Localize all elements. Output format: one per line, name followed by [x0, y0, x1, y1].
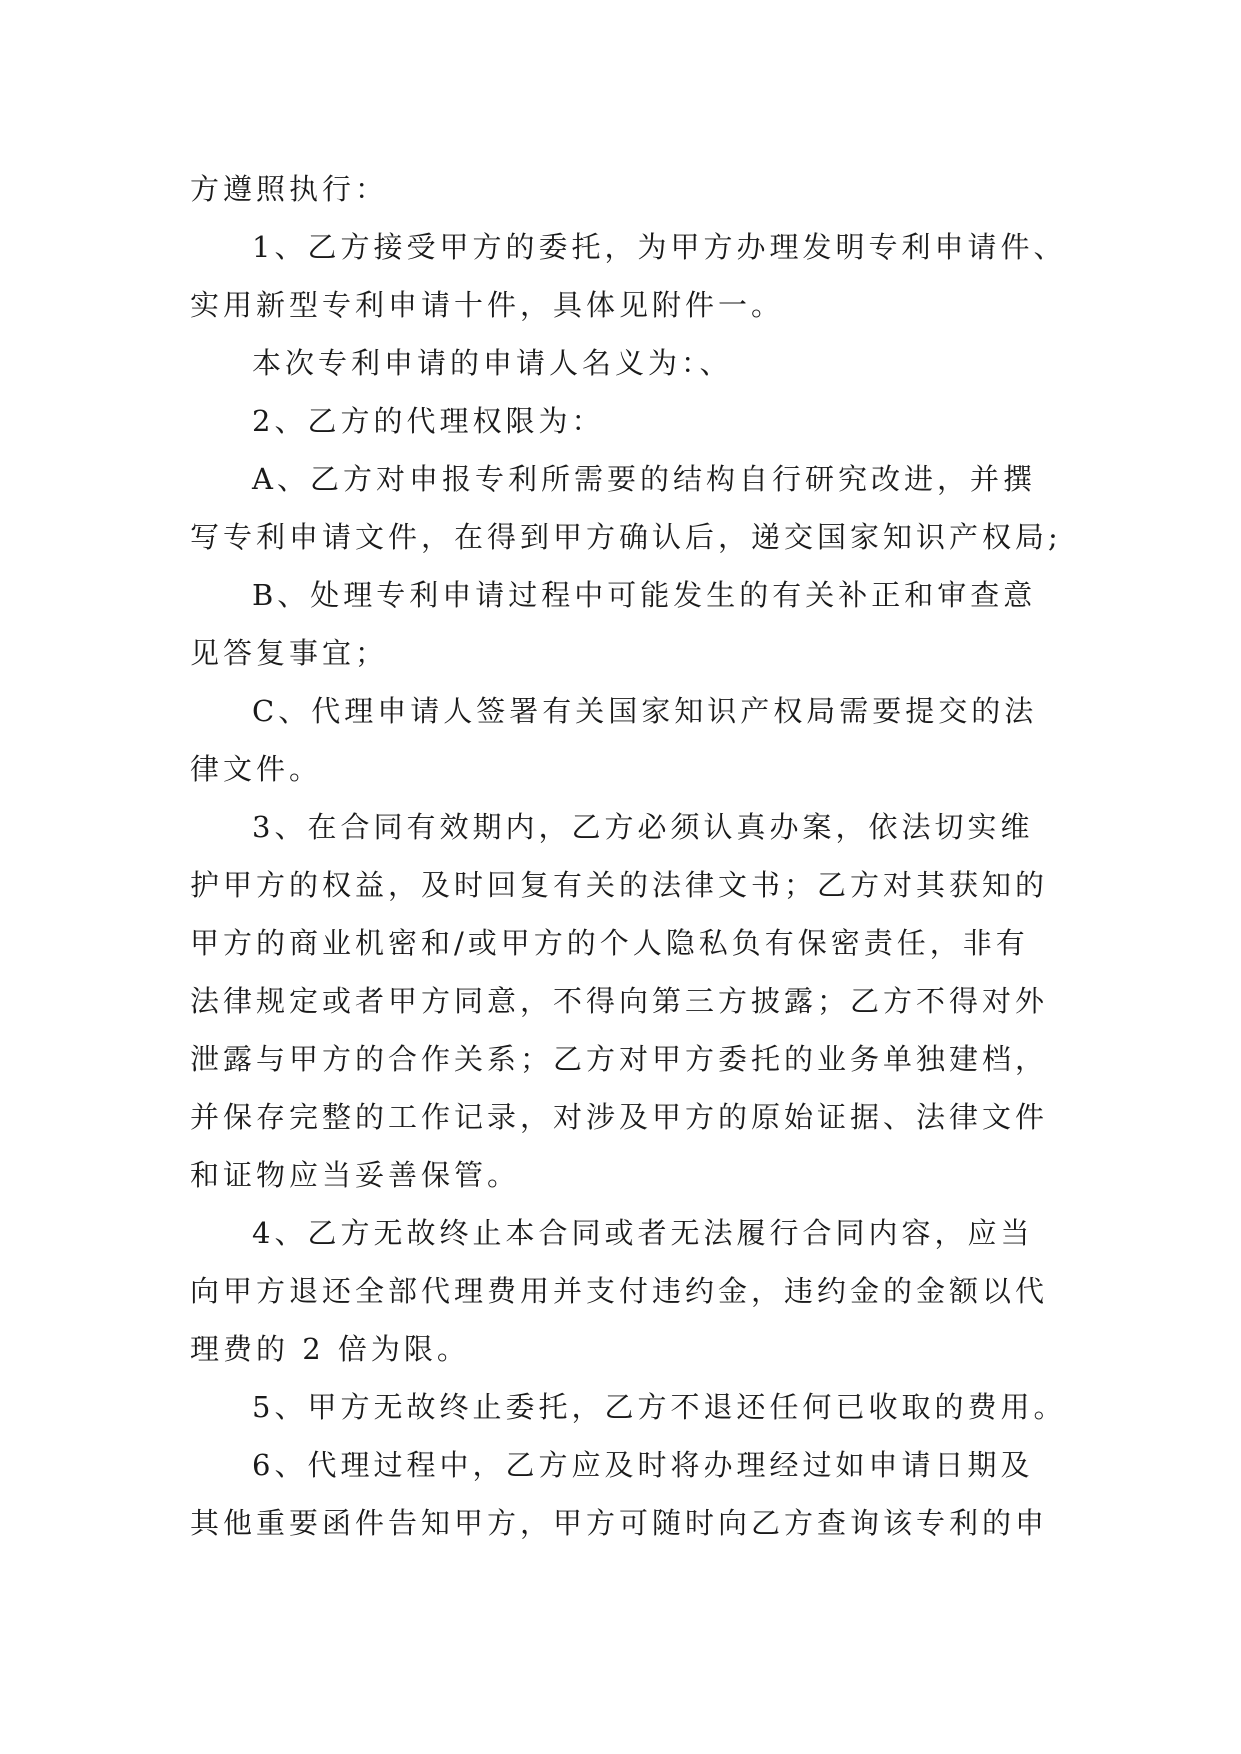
text-line: 并保存完整的工作记录，对涉及甲方的原始证据、法律文件 — [190, 1100, 1049, 1134]
text-line: A、乙方对申报专利所需要的结构自行研究改进，并撰 — [252, 462, 1036, 496]
text-line: 其他重要函件告知甲方，甲方可随时向乙方查询该专利的申 — [190, 1506, 1049, 1540]
text-line: 见答复事宜； — [190, 636, 389, 670]
text-line: 本次专利申请的申请人名义为：、 — [252, 346, 733, 380]
text-line: 写专利申请文件，在得到甲方确认后，递交国家知识产权局; — [190, 520, 1062, 554]
text-line: 护甲方的权益，及时回复有关的法律文书；乙方对其获知的 — [190, 868, 1049, 902]
text-line: 甲方的商业机密和/或甲方的个人隐私负有保密责任，非有 — [190, 926, 1029, 960]
document-body — [190, 160, 1067, 1552]
text-line: 泄露与甲方的合作关系；乙方对甲方委托的业务单独建档， — [190, 1042, 1049, 1076]
text-line: C、代理申请人签署有关国家知识产权局需要提交的法 — [252, 694, 1038, 728]
text-line: 法律规定或者甲方同意，不得向第三方披露；乙方不得对外 — [190, 984, 1049, 1018]
text-line: 1、乙方接受甲方的委托，为甲方办理发明专利申请件、 — [252, 230, 1067, 264]
text-line: B、处理专利申请过程中可能发生的有关补正和审查意 — [252, 578, 1037, 612]
text-line: 向甲方退还全部代理费用并支付违约金，违约金的金额以代 — [190, 1274, 1049, 1308]
text-line: 3、在合同有效期内，乙方必须认真办案，依法切实维 — [252, 810, 1034, 844]
text-line: 和证物应当妥善保管。 — [190, 1158, 521, 1192]
text-line: 实用新型专利申请十件，具体见附件一。 — [190, 288, 785, 322]
text-line: 5、甲方无故终止委托，乙方不退还任何已收取的费用。 — [252, 1390, 1067, 1424]
text-line: 6、代理过程中，乙方应及时将办理经过如申请日期及 — [252, 1448, 1034, 1482]
text-line: 方遵照执行： — [190, 172, 389, 206]
text-line: 理费的 2 倍为限。 — [190, 1332, 470, 1366]
text-line: 4、乙方无故终止本合同或者无法履行合同内容，应当 — [252, 1216, 1034, 1250]
text-line: 律文件。 — [190, 752, 323, 786]
text-line: 2、乙方的代理权限为： — [252, 404, 605, 438]
